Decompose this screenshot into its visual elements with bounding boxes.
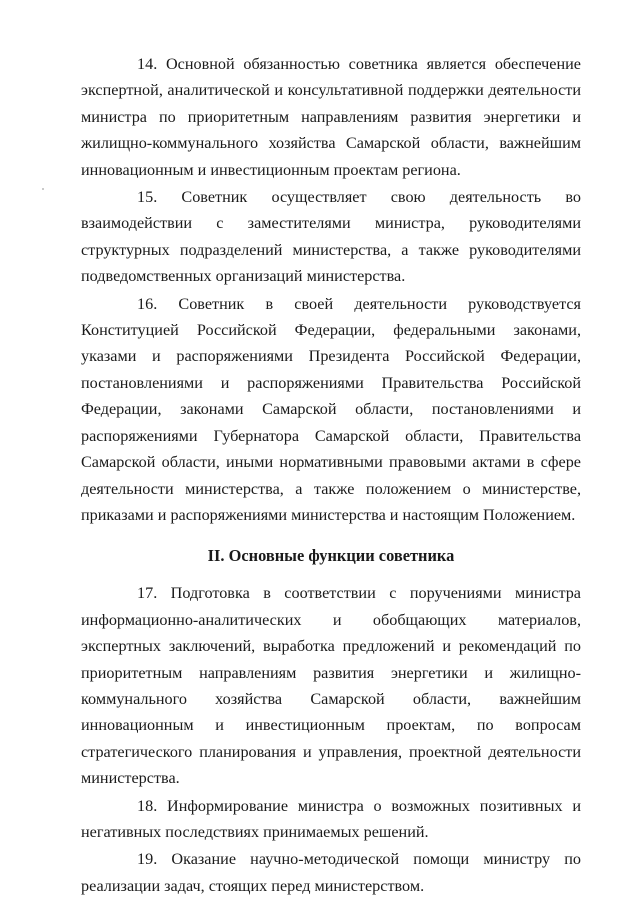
paragraph-18: 18. Информирование министра о возможных позитивных и негативных последствиях принимаемых решений. (81, 796, 581, 841)
paragraph-19: 19. Оказание научно-методической помощи министру по реализации задач, стоящих перед министерством. (81, 850, 581, 895)
document-body (81, 51, 581, 899)
paragraph-17: 17. Подготовка в соответствии с поручениями министра информационно-аналитических и обобщающих материалов, экспертных заключений, выработка предложений и рекомендаций по приоритетным направлениям развития энергетики и жилищно-коммунального хозяйства Самарской области, важнейшим инновационным и инвестиционным проектам, по вопросам стратегического планирования и управления, проектной деятельности министерства. (81, 584, 581, 788)
paragraph-14: 14. Основной обязанностью советника является обеспечение экспертной, аналитической и консультативной поддержки деятельности министра по приоритетным направлениям развития энергетики и жилищно-коммунального хозяйства Самарской области, важнейшим инновационным и инвестиционным проектам региона. (81, 55, 581, 179)
paragraph-15: 15. Советник осуществляет свою деятельность во взаимодействии с заместителями министра, руководителями структурных подразделений министерства, а также руководителями подведомственных организаций министерства. (81, 188, 581, 286)
scan-speck (42, 188, 44, 190)
section-heading: II. Основные функции советника (207, 546, 455, 566)
paragraph-16: 16. Советник в своей деятельности руководствуется Конституцией Российской Федерации, федеральными законами, указами и распоряжениями Президента Российской Федерации, постановлениями и распоряжениями Правительства Российской Федерации, законами Самарской области, постановлениями и распоряжениями Губернатора Самарской области, Правительства Самарской области, иными нормативными правовыми актами в сфере деятельности министерства, а также положением о министерстве, приказами и распоряжениями министерства и настоящим Положением. (81, 294, 581, 524)
